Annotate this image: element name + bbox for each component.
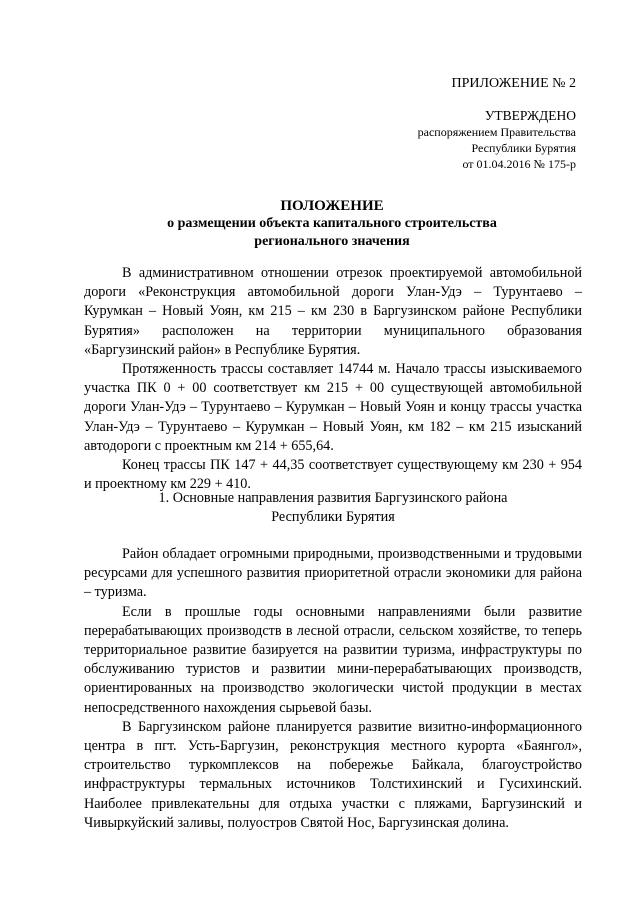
document-subtitle-1: о размещении объекта капитального строительства bbox=[167, 216, 497, 231]
section-1-paragraph-2: Если в прошлые годы основными направлениями были развитие перерабатывающих производств в лесной отрасли, сельском хозяйстве, то теперь территориальное развитие базируется на развитии туризма, инфраструктуры по обслуживанию туристов и развитии мини-перерабатывающих производств, ориентированных на производство экологически чистой продукции в местах непосредственного нахождения сырьевой базы. bbox=[84, 603, 582, 716]
intro-paragraph-2: Протяженность трассы составляет 14744 м. Начало трассы изыскиваемого участка ПК 0 + 00 соответствует км 215 + 00 существующей автомобильной дороги Улан-Удэ – Турунтаево – Курумкан – Новый Уоян и концу трассы участка Улан-Удэ – Турунтаево – Курумкан – Новый Уоян, км 182 – км 215 изысканий автодороги с проектным км 214 + 655,64. bbox=[84, 361, 582, 454]
document-title: ПОЛОЖЕНИЕ bbox=[280, 198, 384, 214]
approval-stamp bbox=[418, 108, 576, 172]
intro-paragraph-3: Конец трассы ПК 147 + 44,35 соответствует существующему км 230 + 954 и проектному км 229 + 410. bbox=[84, 457, 582, 493]
section-1-heading bbox=[84, 489, 582, 527]
document-subtitle-2: регионального значения bbox=[254, 234, 410, 249]
approval-line-3: от 01.04.2016 № 175-р bbox=[462, 157, 576, 171]
approval-title: УТВЕРЖДЕНО bbox=[484, 108, 576, 123]
intro-paragraph-1: В административном отношении отрезок проектируемой автомобильной дороги «Реконструкция автомобильной дороги Улан-Удэ – Турунтаево – Курумкан – Новый Уоян, км 215 – км 230 в Баргузинском районе Республики Бурятия» расположен на территории муниципального образования «Баргузинский район» в Республике Бурятия. bbox=[84, 265, 582, 358]
appendix-label: ПРИЛОЖЕНИЕ № 2 bbox=[451, 76, 576, 91]
document-heading bbox=[84, 197, 580, 251]
section-1-paragraph-3: В Баргузинском районе планируется развитие визитно-информационного центра в пгт. Усть-Баргузин, реконструкция местного курорта «Баянгол», строительство туркомплексов на побережье Байкала, благоустройство инфраструктуры термальных источников Толстихинский и Гусихинский. Наиболее привлекательны для отдыха участки с пляжами, Баргузинский и Чивыркуйский заливы, полуостров Святой Нос, Баргузинская долина. bbox=[84, 718, 582, 831]
intro-section bbox=[84, 264, 582, 494]
approval-line-1: распоряжением Правительства bbox=[417, 125, 576, 139]
section-1-title-line-2: Республики Бурятия bbox=[271, 509, 395, 526]
section-1-body bbox=[84, 545, 582, 833]
approval-line-2: Республики Бурятия bbox=[471, 141, 576, 155]
section-1-paragraph-1: Район обладает огромными природными, производственными и трудовыми ресурсами для успешного развития приоритетной отрасли экономики для района – туризма. bbox=[84, 546, 582, 601]
section-1-title-line-1: 1. Основные направления развития Баргузинского района bbox=[158, 490, 508, 506]
